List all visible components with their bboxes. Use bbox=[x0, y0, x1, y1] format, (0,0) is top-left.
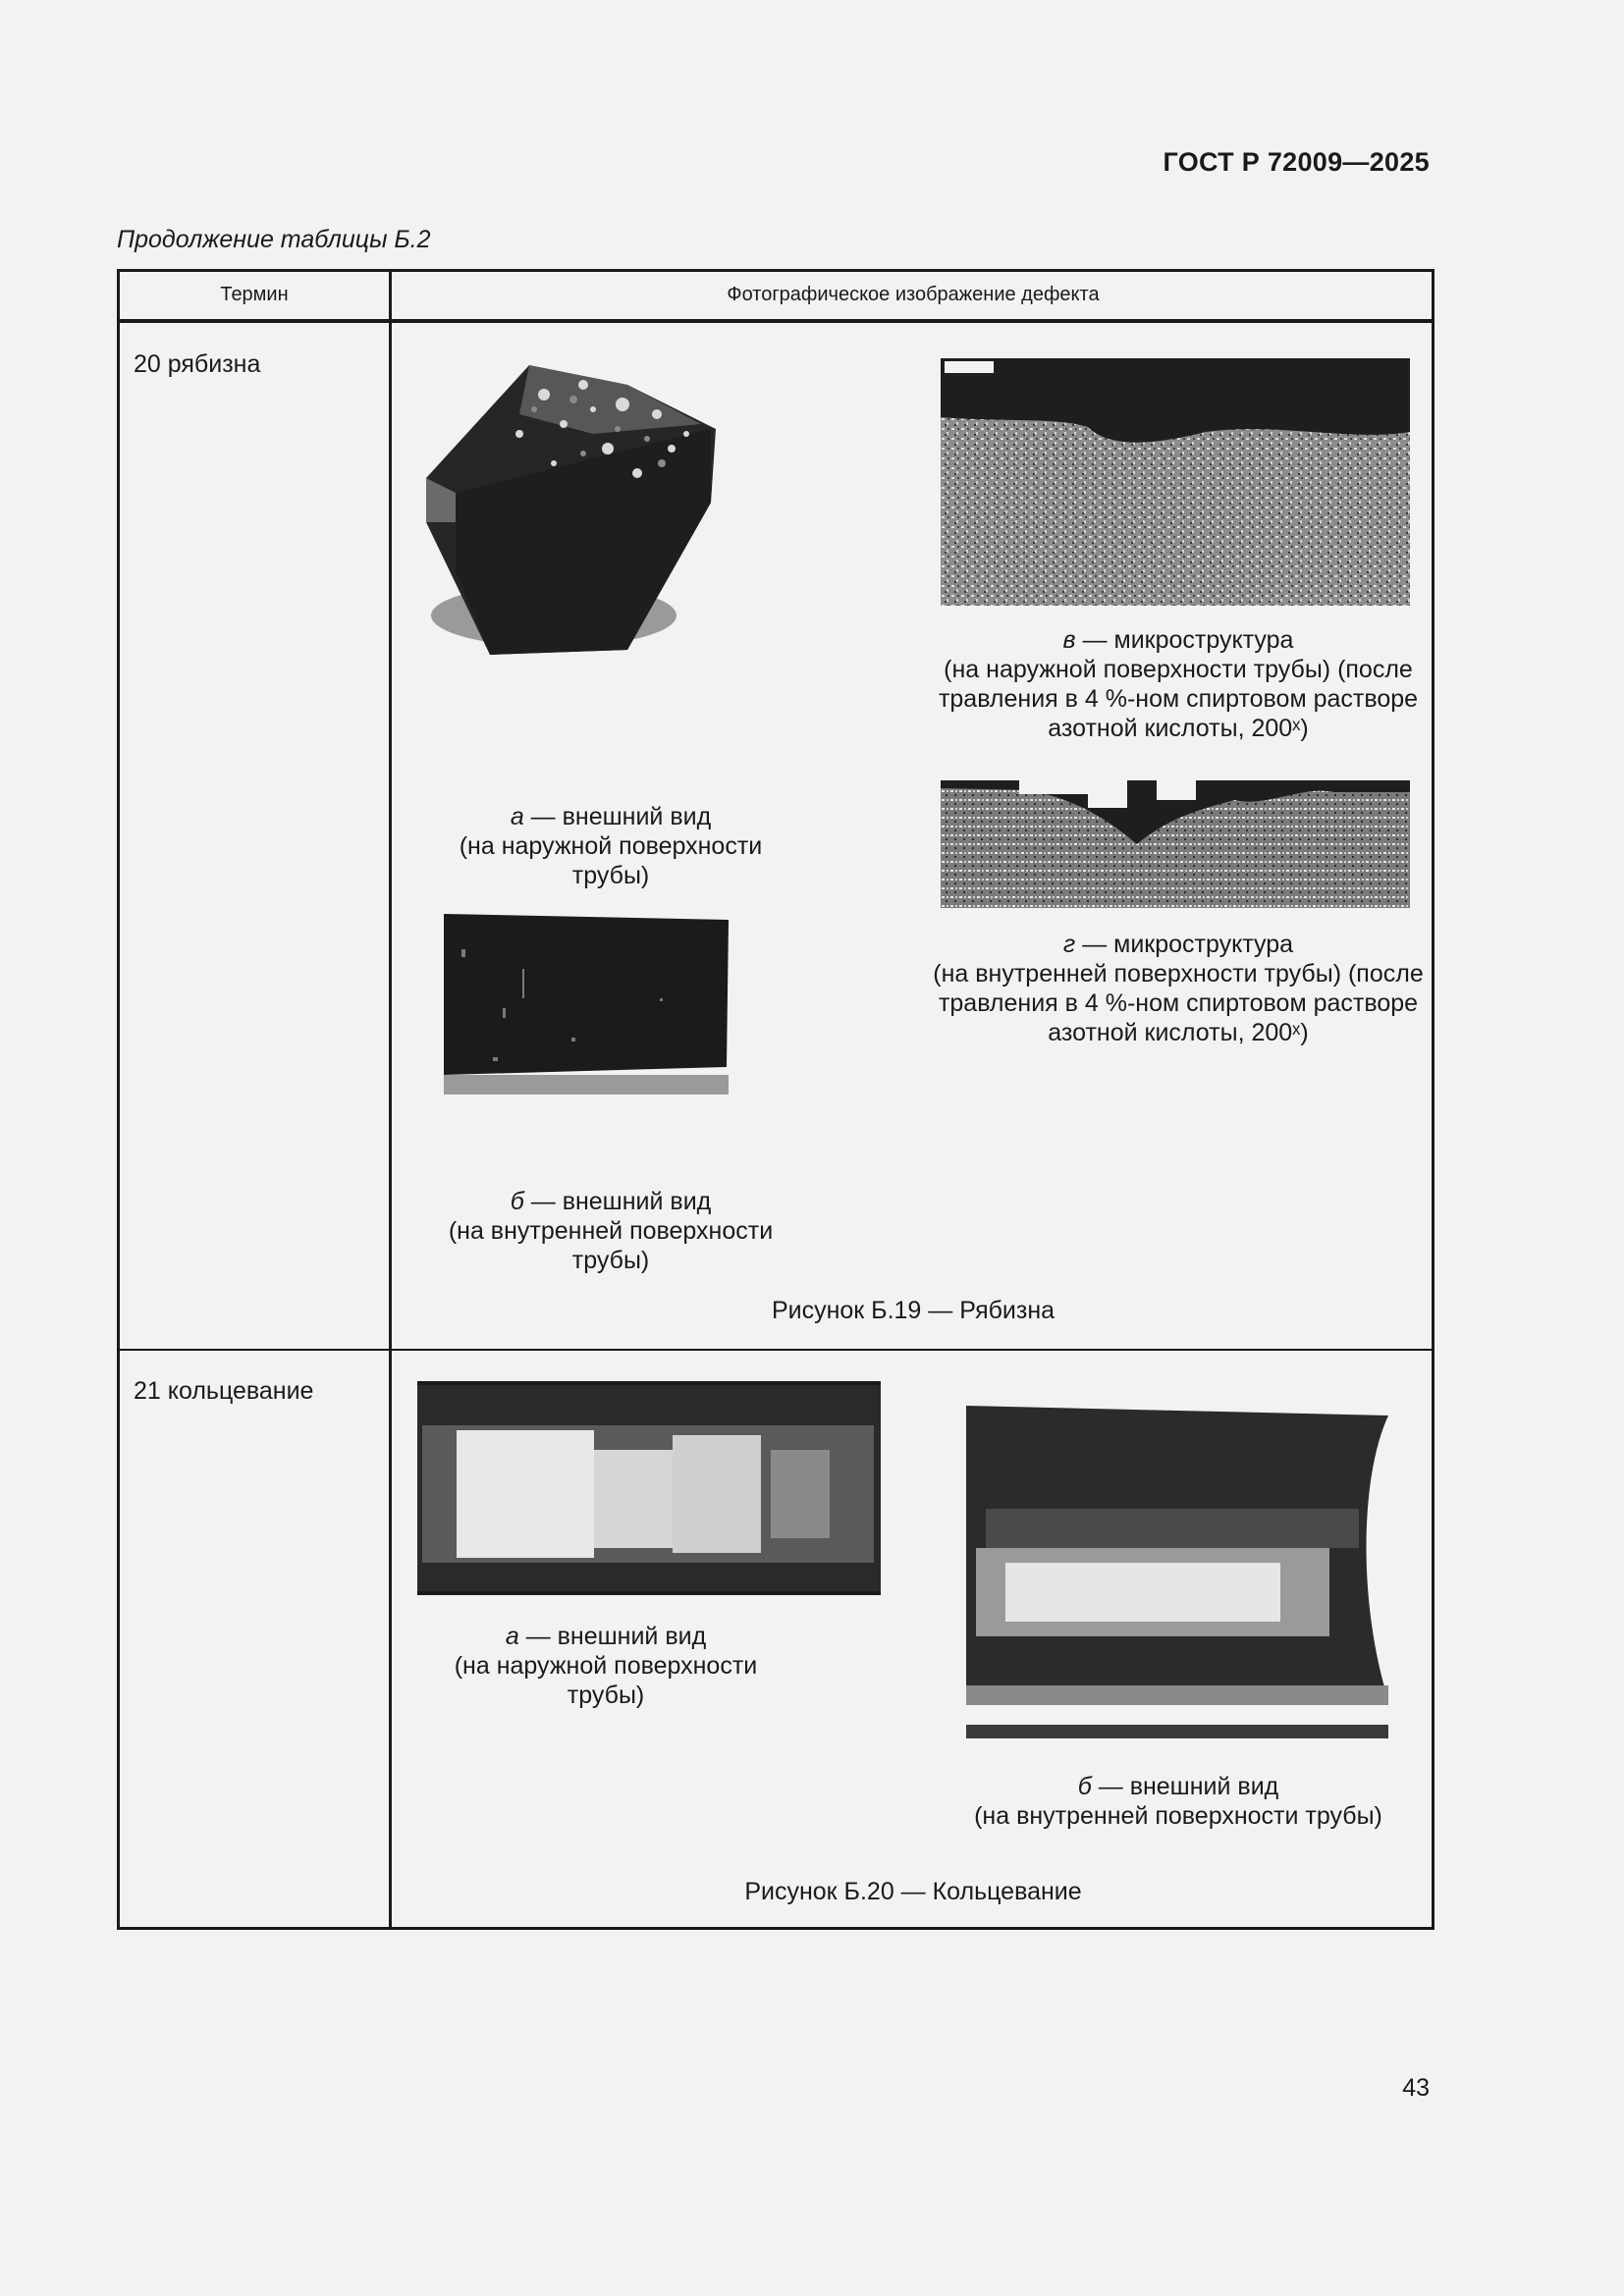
caption-ryabizna-v bbox=[923, 625, 1434, 743]
defects-table bbox=[117, 269, 1435, 1930]
caption-koltsevanie-a bbox=[414, 1622, 797, 1710]
photo-koltsevanie-outer-surface bbox=[417, 1381, 881, 1595]
figure-title-b20: Рисунок Б.20 — Кольцевание bbox=[744, 1878, 1082, 1905]
caption-text: — микроструктура bbox=[1075, 626, 1294, 654]
photo-ryabizna-microstructure-outer bbox=[941, 358, 1410, 606]
caption-text: — микроструктура bbox=[1075, 931, 1294, 958]
caption-detail: (на наружной поверхности трубы) (после bbox=[944, 656, 1413, 683]
caption-detail: (на наружной поверхности трубы) bbox=[454, 1652, 758, 1709]
caption-detail: травления в 4 %-ном спиртовом растворе bbox=[938, 685, 1419, 713]
caption-detail: азотной кислоты, 200ˣ) bbox=[1048, 715, 1309, 742]
row-divider bbox=[120, 1349, 1432, 1351]
caption-detail: (на внутренней поверхности трубы) bbox=[448, 1217, 774, 1274]
caption-koltsevanie-b bbox=[923, 1772, 1434, 1831]
term-ryabizna: 20 рябизна bbox=[134, 350, 261, 378]
caption-detail: азотной кислоты, 200ˣ) bbox=[1048, 1019, 1309, 1046]
photo-koltsevanie-inner-surface bbox=[966, 1391, 1393, 1744]
caption-ryabizna-g bbox=[923, 930, 1434, 1047]
caption-detail: травления в 4 %-ном спиртовом растворе bbox=[938, 989, 1419, 1017]
header-divider bbox=[120, 321, 1432, 323]
photo-ryabizna-outer-surface bbox=[426, 355, 731, 660]
figure-title-b19: Рисунок Б.19 — Рябизна bbox=[771, 1297, 1056, 1324]
photo-ryabizna-inner-surface bbox=[434, 910, 738, 1096]
caption-letter: б bbox=[510, 1188, 524, 1215]
caption-ryabizna-b bbox=[424, 1187, 797, 1275]
caption-text: — внешний вид bbox=[523, 803, 712, 830]
caption-letter: а bbox=[505, 1623, 519, 1650]
caption-letter: б bbox=[1077, 1773, 1092, 1800]
term-koltsevanie: 21 кольцевание bbox=[134, 1377, 314, 1405]
column-header-term: Термин bbox=[220, 284, 289, 305]
caption-text: — внешний вид bbox=[523, 1188, 712, 1215]
caption-letter: г bbox=[1062, 931, 1076, 958]
caption-detail: (на наружной поверхности трубы) bbox=[459, 832, 763, 889]
page-number: 43 bbox=[1402, 2074, 1430, 2102]
table-continuation-label: Продолжение таблицы Б.2 bbox=[117, 226, 431, 253]
caption-ryabizna-a bbox=[424, 802, 797, 890]
caption-text: — внешний вид bbox=[518, 1623, 707, 1650]
caption-letter: а bbox=[510, 803, 524, 830]
column-header-photo: Фотографическое изображение дефекта bbox=[727, 284, 1100, 305]
caption-text: — внешний вид bbox=[1091, 1773, 1279, 1800]
standard-code: ГОСТ Р 72009—2025 bbox=[1163, 147, 1430, 177]
photo-ryabizna-microstructure-inner bbox=[941, 780, 1410, 908]
caption-detail: (на внутренней поверхности трубы) (после bbox=[933, 960, 1424, 988]
caption-letter: в bbox=[1062, 626, 1076, 654]
column-divider bbox=[389, 272, 392, 1927]
caption-detail: (на внутренней поверхности трубы) bbox=[974, 1802, 1382, 1830]
